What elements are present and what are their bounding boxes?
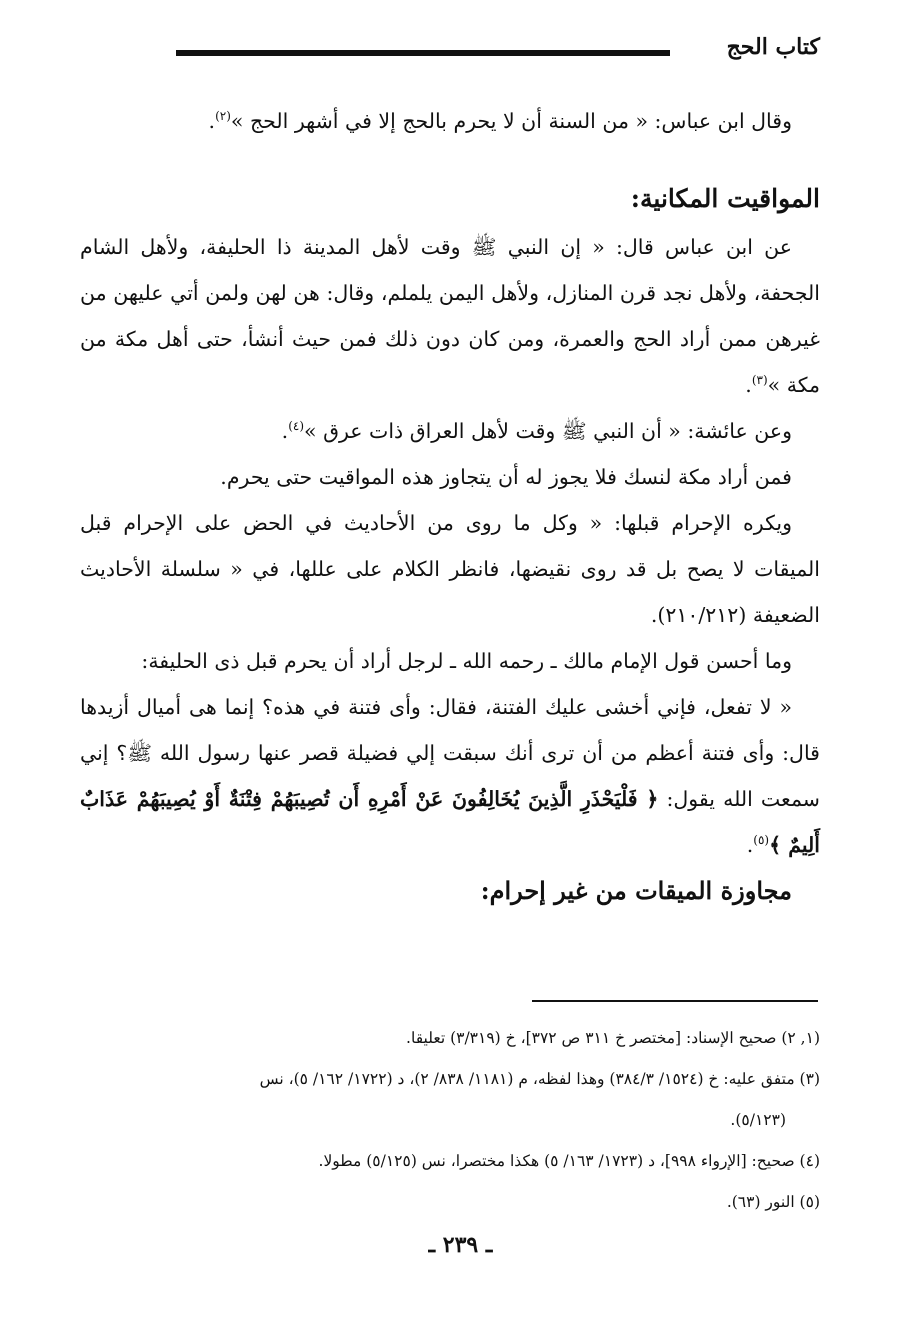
heading-mawaqit: المواقيت المكانية: <box>630 184 820 213</box>
page-number: ـ ٢٣٩ ـ <box>428 1232 493 1258</box>
footnote-ref-3[interactable]: (٣) <box>751 373 768 388</box>
footnotes <box>80 1018 820 1223</box>
hadith-aisha: وعن عائشة: « أن النبي ﷺ وقت لأهل العراق ذات عرق »$^{(٤)}$. <box>281 419 792 443</box>
imam-malik-paragraph: وما أحسن قول الإمام مالك ـ رحمه الله ـ لرجل أراد أن يحرم قبل ذى الحليفة: <box>141 649 792 673</box>
quote-ibn-abbas: وقال ابن عباس: « من السنة أن لا يحرم بالحج إلا في أشهر الحج »$^{(٢)}$. <box>208 109 792 133</box>
footnote-ref-4[interactable]: (٤) <box>288 419 305 434</box>
ruling-paragraph: فمن أراد مكة لنسك فلا يجوز له أن يتجاوز هذه المواقيت حتى يحرم. <box>220 465 792 489</box>
ihram-before-paragraph: ويكره الإحرام قبلها: « وكل ما روى من الأحاديث في الحض على الإحرام قبل الميقات لا يصح بل قد روى نقيضها، فانظر الكلام على عللها، في « سلسلة الأحاديث الضعيفة (٢١٠/٢١٢). <box>80 511 820 627</box>
heading-crossing: مجاوزة الميقات من غير إحرام: <box>480 876 792 905</box>
hadith-mawaqit: عن ابن عباس قال: « إن النبي ﷺ وقت لأهل المدينة ذا الحليفة، ولأهل الشام الجحفة، ولأهل نجد قرن المنازل، ولأهل اليمن يلملم، وقال: هن لهن ولمن أتي عليهن من غيرهن ممن أراد الحج والعمرة، ومن كان دون ذلك فمن حيث أنشأ، حتى أهل مكة من مكة »$^{(٣)}$. <box>80 235 820 397</box>
footnote-ref-2[interactable]: (٢) <box>215 109 231 124</box>
footnote-3: (٣) متفق عليه: خ (١٥٢٤/ ٣٨٤/٣) وهذا لفظه، م (١١٨١/ ٨٣٨/ ٢)، د (١٧٢٢/ ١٦٢/ ٥)، نس <box>259 1070 820 1088</box>
running-header <box>80 30 820 70</box>
header-rule <box>176 50 670 56</box>
footnote-3-continued: (٥/١٢٣). <box>730 1111 786 1129</box>
footnote-rule <box>532 1000 818 1002</box>
main-text <box>80 98 820 914</box>
footnote-5: (٥) النور (٦٣). <box>726 1193 820 1211</box>
quran-verse: ﴿ فَلْيَحْذَرِ الَّذِينَ يُخَالِفُونَ عَنْ أَمْرِهِ أَن تُصِيبَهُمْ فِتْنَةٌ أَوْ يُصِيبَهُمْ عَذَابٌ أَلِيمٌ ﴾ <box>80 787 820 857</box>
footnote-ref-5[interactable]: (٥) <box>753 833 770 848</box>
fitna-quote: « لا تفعل، فإني أخشى عليك الفتنة، فقال: وأى فتنة في هذه؟ إنما هى أميال أزيدها قال: وأى فتنة أعظم من أن ترى أنك سبقت إلي فضيلة قصر عنها رسول الله ﷺ؟ إني سمعت الله يقول: ﴿ فَلْيَحْذَرِ الَّذِينَ يُخَالِفُونَ عَنْ أَمْرِهِ أَن تُصِيبَهُمْ فِتْنَةٌ أَوْ يُصِيبَهُمْ عَذَابٌ أَلِيمٌ ﴾$^{(٥)}$. <box>80 695 820 857</box>
footnote-1-2: (١, ٢) صحيح الإسناد: [مختصر خ ٣١١ ص ٣٧٢]، خ (٣/٣١٩) تعليقا. <box>406 1029 820 1047</box>
footnote-4: (٤) صحيح: [الإرواء ٩٩٨]، د (١٧٢٣/ ١٦٣/ ٥) هكذا مختصرا، نس (٥/١٢٥) مطولا. <box>318 1152 820 1170</box>
header-title: كتاب الحج <box>726 34 820 60</box>
